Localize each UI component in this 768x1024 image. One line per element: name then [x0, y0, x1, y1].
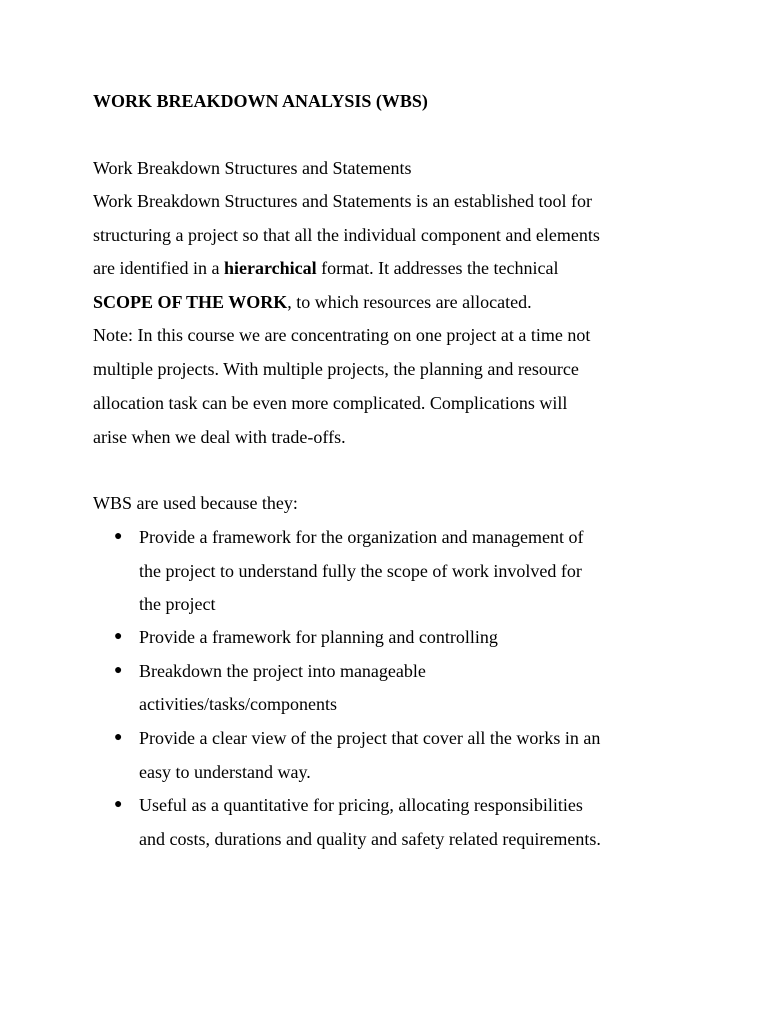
bullet-2-line-1: Provide a framework for planning and controlling: [139, 627, 498, 647]
intro-line-4: [93, 291, 532, 313]
bullet-4-line-2: easy to understand way.: [139, 762, 311, 782]
wbs-intro: WBS are used because they:: [93, 493, 298, 513]
intro-line-4-rest: , to which resources are allocated.: [287, 292, 532, 312]
intro-line-3: [93, 257, 559, 279]
note-line-1: Note: In this course we are concentrating on one project at a time not: [93, 325, 591, 345]
note-line-4: arise when we deal with trade-offs.: [93, 427, 346, 447]
bullet-icon: ●: [114, 529, 123, 544]
bullet-3-line-2: activities/tasks/components: [139, 694, 337, 714]
bullet-icon: ●: [114, 629, 123, 644]
bullet-5-line-2: and costs, durations and quality and safety related requirements.: [139, 829, 601, 849]
bullet-icon: ●: [114, 730, 123, 745]
scope-of-work-emphasis: SCOPE OF THE WORK: [93, 292, 288, 312]
bullet-1-line-3: the project: [139, 594, 216, 614]
bullet-4-line-1: Provide a clear view of the project that cover all the works in an: [139, 728, 601, 748]
bullet-1-line-2: the project to understand fully the scope of work involved for: [139, 561, 582, 581]
bullet-5-line-1: Useful as a quantitative for pricing, allocating responsibilities: [139, 795, 583, 815]
bullet-icon: ●: [114, 797, 123, 812]
note-line-2: multiple projects. With multiple projects, the planning and resource: [93, 359, 579, 379]
section-subheading: Work Breakdown Structures and Statements: [93, 158, 412, 178]
intro-line-1: Work Breakdown Structures and Statements is an established tool for: [93, 191, 592, 211]
bullet-icon: ●: [114, 663, 123, 678]
intro-line-3-text: are identified in a: [93, 258, 224, 278]
hierarchical-emphasis: hierarchical: [223, 258, 317, 278]
bullet-3-line-1: Breakdown the project into manageable: [139, 661, 426, 681]
document-title: WORK BREAKDOWN ANALYSIS (WBS): [93, 91, 428, 111]
intro-line-2: structuring a project so that all the individual component and elements: [93, 225, 600, 245]
bullet-1-line-1: Provide a framework for the organization and management of: [139, 527, 584, 547]
note-line-3: allocation task can be even more complicated. Complications will: [93, 393, 568, 413]
intro-line-3-rest: format. It addresses the technical: [316, 258, 559, 278]
